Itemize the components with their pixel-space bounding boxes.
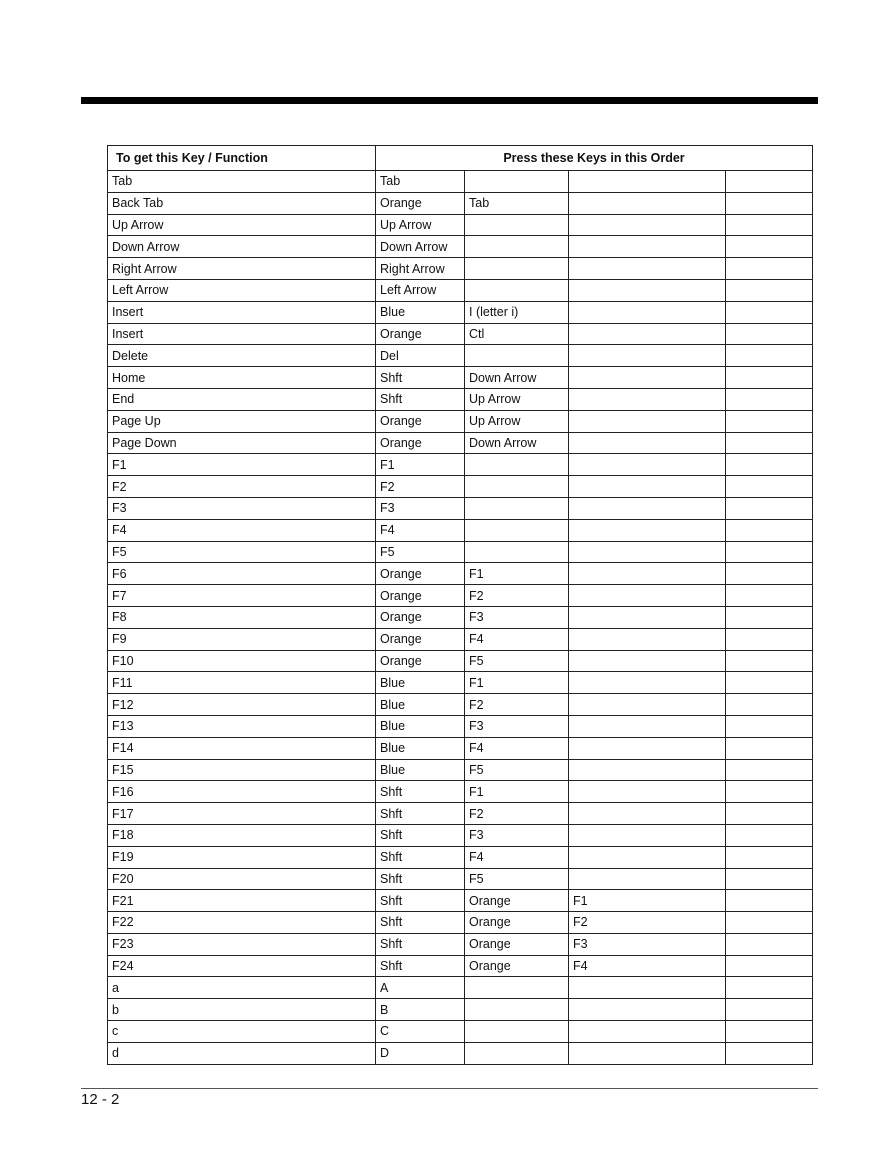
cell-key-4 [726,781,813,803]
cell-key-1: Orange [376,192,465,214]
cell-key-1: F2 [376,476,465,498]
cell-key-1: Shft [376,367,465,389]
cell-key-1: Blue [376,737,465,759]
cell-function: Left Arrow [108,279,376,301]
cell-key-4 [726,388,813,410]
cell-function: End [108,388,376,410]
cell-function: Insert [108,323,376,345]
cell-key-2 [465,519,569,541]
cell-key-1: Orange [376,585,465,607]
cell-key-2 [465,236,569,258]
cell-key-1: Del [376,345,465,367]
cell-key-4 [726,497,813,519]
page-number: 12 - 2 [81,1091,120,1108]
cell-key-4 [726,737,813,759]
cell-key-3: F4 [569,955,726,977]
table-row [108,585,813,607]
table-row [108,672,813,694]
cell-key-1: Shft [376,868,465,890]
table-row [108,432,813,454]
cell-key-3 [569,171,726,193]
cell-key-1: C [376,1021,465,1043]
table-row [108,803,813,825]
cell-key-1: F4 [376,519,465,541]
cell-key-4 [726,846,813,868]
cell-key-4 [726,214,813,236]
footer-rule [81,1088,818,1089]
cell-key-3 [569,301,726,323]
cell-key-3 [569,759,726,781]
cell-key-1: F1 [376,454,465,476]
table-row [108,497,813,519]
table-row [108,519,813,541]
cell-function: F13 [108,715,376,737]
table-row [108,999,813,1021]
cell-key-3 [569,279,726,301]
table-row [108,912,813,934]
cell-key-2: F4 [465,737,569,759]
cell-function: F9 [108,628,376,650]
table-row [108,541,813,563]
cell-key-2: F2 [465,694,569,716]
cell-key-1: Blue [376,301,465,323]
cell-key-4 [726,192,813,214]
cell-key-1: Blue [376,672,465,694]
cell-function: Down Arrow [108,236,376,258]
cell-key-3 [569,410,726,432]
table-row [108,868,813,890]
cell-key-2 [465,476,569,498]
cell-key-2 [465,541,569,563]
cell-key-2 [465,345,569,367]
cell-key-4 [726,345,813,367]
table-row [108,759,813,781]
cell-key-3 [569,803,726,825]
cell-key-1: Blue [376,715,465,737]
table-row [108,737,813,759]
table-row [108,628,813,650]
cell-key-4 [726,236,813,258]
cell-key-2 [465,977,569,999]
column-header-key-sequence: Press these Keys in this Order [376,146,813,171]
cell-key-1: Orange [376,432,465,454]
cell-key-3 [569,388,726,410]
cell-key-1: Left Arrow [376,279,465,301]
table-row [108,367,813,389]
cell-function: c [108,1021,376,1043]
cell-key-4 [726,410,813,432]
table-row [108,323,813,345]
cell-function: Up Arrow [108,214,376,236]
cell-function: F15 [108,759,376,781]
cell-key-1: Shft [376,890,465,912]
cell-function: F7 [108,585,376,607]
cell-key-2 [465,214,569,236]
cell-key-3 [569,650,726,672]
cell-key-3 [569,868,726,890]
cell-key-2: Orange [465,955,569,977]
cell-key-4 [726,432,813,454]
cell-key-1: Shft [376,803,465,825]
cell-key-3 [569,476,726,498]
cell-function: d [108,1042,376,1064]
cell-key-2: F3 [465,715,569,737]
cell-key-2: F3 [465,824,569,846]
cell-key-1: Shft [376,912,465,934]
cell-key-2: Down Arrow [465,367,569,389]
cell-key-3 [569,367,726,389]
cell-function: F17 [108,803,376,825]
cell-key-1: D [376,1042,465,1064]
cell-key-2: Ctl [465,323,569,345]
table-row [108,171,813,193]
column-header-key-function: To get this Key / Function [108,146,376,171]
cell-key-1: Shft [376,846,465,868]
cell-key-4 [726,367,813,389]
cell-key-3 [569,672,726,694]
cell-key-4 [726,563,813,585]
cell-function: F18 [108,824,376,846]
cell-key-2: I (letter i) [465,301,569,323]
cell-key-2: F5 [465,759,569,781]
cell-key-2: F4 [465,628,569,650]
cell-key-1: Shft [376,388,465,410]
cell-key-4 [726,933,813,955]
cell-key-4 [726,541,813,563]
cell-key-1: B [376,999,465,1021]
table-row [108,977,813,999]
cell-key-4 [726,824,813,846]
cell-function: F19 [108,846,376,868]
cell-function: Page Up [108,410,376,432]
cell-key-3 [569,323,726,345]
cell-function: F12 [108,694,376,716]
cell-key-1: Tab [376,171,465,193]
cell-key-2 [465,279,569,301]
cell-key-3 [569,214,726,236]
cell-key-2 [465,497,569,519]
cell-key-1: Orange [376,628,465,650]
cell-key-1: Up Arrow [376,214,465,236]
cell-key-1: Blue [376,759,465,781]
cell-function: Home [108,367,376,389]
table-row [108,890,813,912]
table-row [108,781,813,803]
table-row [108,715,813,737]
cell-key-4 [726,606,813,628]
cell-key-4 [726,912,813,934]
cell-function: F4 [108,519,376,541]
cell-function: Tab [108,171,376,193]
cell-function: Delete [108,345,376,367]
cell-key-1: Orange [376,650,465,672]
table-row [108,236,813,258]
cell-function: F3 [108,497,376,519]
table-row [108,258,813,280]
cell-key-2: F5 [465,650,569,672]
cell-key-1: Shft [376,955,465,977]
cell-key-1: Orange [376,563,465,585]
table-row [108,454,813,476]
cell-function: F20 [108,868,376,890]
cell-function: F11 [108,672,376,694]
cell-key-1: Right Arrow [376,258,465,280]
cell-key-4 [726,1021,813,1043]
cell-key-3 [569,1042,726,1064]
cell-key-1: Orange [376,606,465,628]
cell-key-4 [726,672,813,694]
cell-key-1: A [376,977,465,999]
cell-function: F8 [108,606,376,628]
cell-key-2: F1 [465,563,569,585]
cell-key-1: Shft [376,824,465,846]
cell-key-3 [569,541,726,563]
cell-key-2 [465,1042,569,1064]
cell-function: a [108,977,376,999]
cell-key-3: F2 [569,912,726,934]
cell-function: Back Tab [108,192,376,214]
cell-key-1: Shft [376,781,465,803]
table-row [108,563,813,585]
cell-key-4 [726,323,813,345]
cell-key-4 [726,694,813,716]
cell-key-1: F3 [376,497,465,519]
cell-key-2: Orange [465,890,569,912]
cell-key-3 [569,694,726,716]
cell-key-4 [726,890,813,912]
table-row [108,388,813,410]
cell-function: b [108,999,376,1021]
cell-key-3 [569,258,726,280]
cell-key-3 [569,715,726,737]
cell-key-4 [726,977,813,999]
cell-function: F23 [108,933,376,955]
cell-key-2: Up Arrow [465,388,569,410]
cell-key-3: F3 [569,933,726,955]
cell-function: F1 [108,454,376,476]
cell-key-3 [569,824,726,846]
cell-key-3 [569,737,726,759]
cell-function: F10 [108,650,376,672]
table-row [108,846,813,868]
cell-function: Right Arrow [108,258,376,280]
cell-key-4 [726,999,813,1021]
cell-key-3 [569,192,726,214]
cell-key-1: Orange [376,410,465,432]
cell-key-2: Tab [465,192,569,214]
cell-key-4 [726,585,813,607]
cell-key-4 [726,803,813,825]
table-row [108,214,813,236]
table-row [108,933,813,955]
table-row [108,345,813,367]
cell-key-2 [465,171,569,193]
cell-key-1: Down Arrow [376,236,465,258]
cell-key-3 [569,497,726,519]
cell-key-3 [569,999,726,1021]
cell-function: F5 [108,541,376,563]
cell-key-3: F1 [569,890,726,912]
table-row [108,694,813,716]
cell-key-2 [465,258,569,280]
cell-function: F2 [108,476,376,498]
cell-key-1: Blue [376,694,465,716]
table-row [108,301,813,323]
cell-key-3 [569,432,726,454]
cell-key-3 [569,519,726,541]
cell-key-4 [726,279,813,301]
table-row [108,650,813,672]
cell-key-2: Up Arrow [465,410,569,432]
cell-key-4 [726,759,813,781]
cell-key-3 [569,563,726,585]
cell-function: F21 [108,890,376,912]
cell-function: Page Down [108,432,376,454]
cell-key-2 [465,1021,569,1043]
cell-key-1: Orange [376,323,465,345]
cell-key-3 [569,846,726,868]
key-function-table [107,145,813,1065]
cell-key-1: Shft [376,933,465,955]
table-row [108,1042,813,1064]
cell-function: F14 [108,737,376,759]
cell-function: Insert [108,301,376,323]
cell-key-4 [726,715,813,737]
cell-key-2: F3 [465,606,569,628]
cell-key-4 [726,519,813,541]
cell-function: F16 [108,781,376,803]
header-rule [81,97,818,104]
table-row [108,476,813,498]
cell-key-4 [726,868,813,890]
cell-key-2 [465,999,569,1021]
cell-key-3 [569,781,726,803]
cell-key-1: F5 [376,541,465,563]
cell-key-2 [465,454,569,476]
table-row [108,1021,813,1043]
cell-function: F6 [108,563,376,585]
cell-key-4 [726,171,813,193]
cell-key-4 [726,476,813,498]
cell-key-3 [569,345,726,367]
table-body [108,171,813,1065]
cell-key-2: F2 [465,585,569,607]
table-row [108,279,813,301]
cell-key-2: F2 [465,803,569,825]
cell-key-3 [569,606,726,628]
cell-key-4 [726,955,813,977]
table-row [108,192,813,214]
cell-key-3 [569,1021,726,1043]
table-row [108,824,813,846]
cell-key-4 [726,1042,813,1064]
cell-key-3 [569,585,726,607]
table-header-row [108,146,813,171]
cell-key-2: Orange [465,912,569,934]
cell-key-2: F1 [465,781,569,803]
cell-key-4 [726,258,813,280]
cell-key-2: F4 [465,846,569,868]
cell-key-3 [569,236,726,258]
table-row [108,606,813,628]
cell-key-2: Orange [465,933,569,955]
cell-key-3 [569,628,726,650]
table-row [108,410,813,432]
cell-key-3 [569,977,726,999]
cell-function: F24 [108,955,376,977]
cell-key-2: F1 [465,672,569,694]
cell-key-3 [569,454,726,476]
cell-key-4 [726,454,813,476]
cell-key-4 [726,650,813,672]
cell-key-4 [726,628,813,650]
cell-key-2: Down Arrow [465,432,569,454]
cell-key-2: F5 [465,868,569,890]
table-row [108,955,813,977]
cell-function: F22 [108,912,376,934]
cell-key-4 [726,301,813,323]
